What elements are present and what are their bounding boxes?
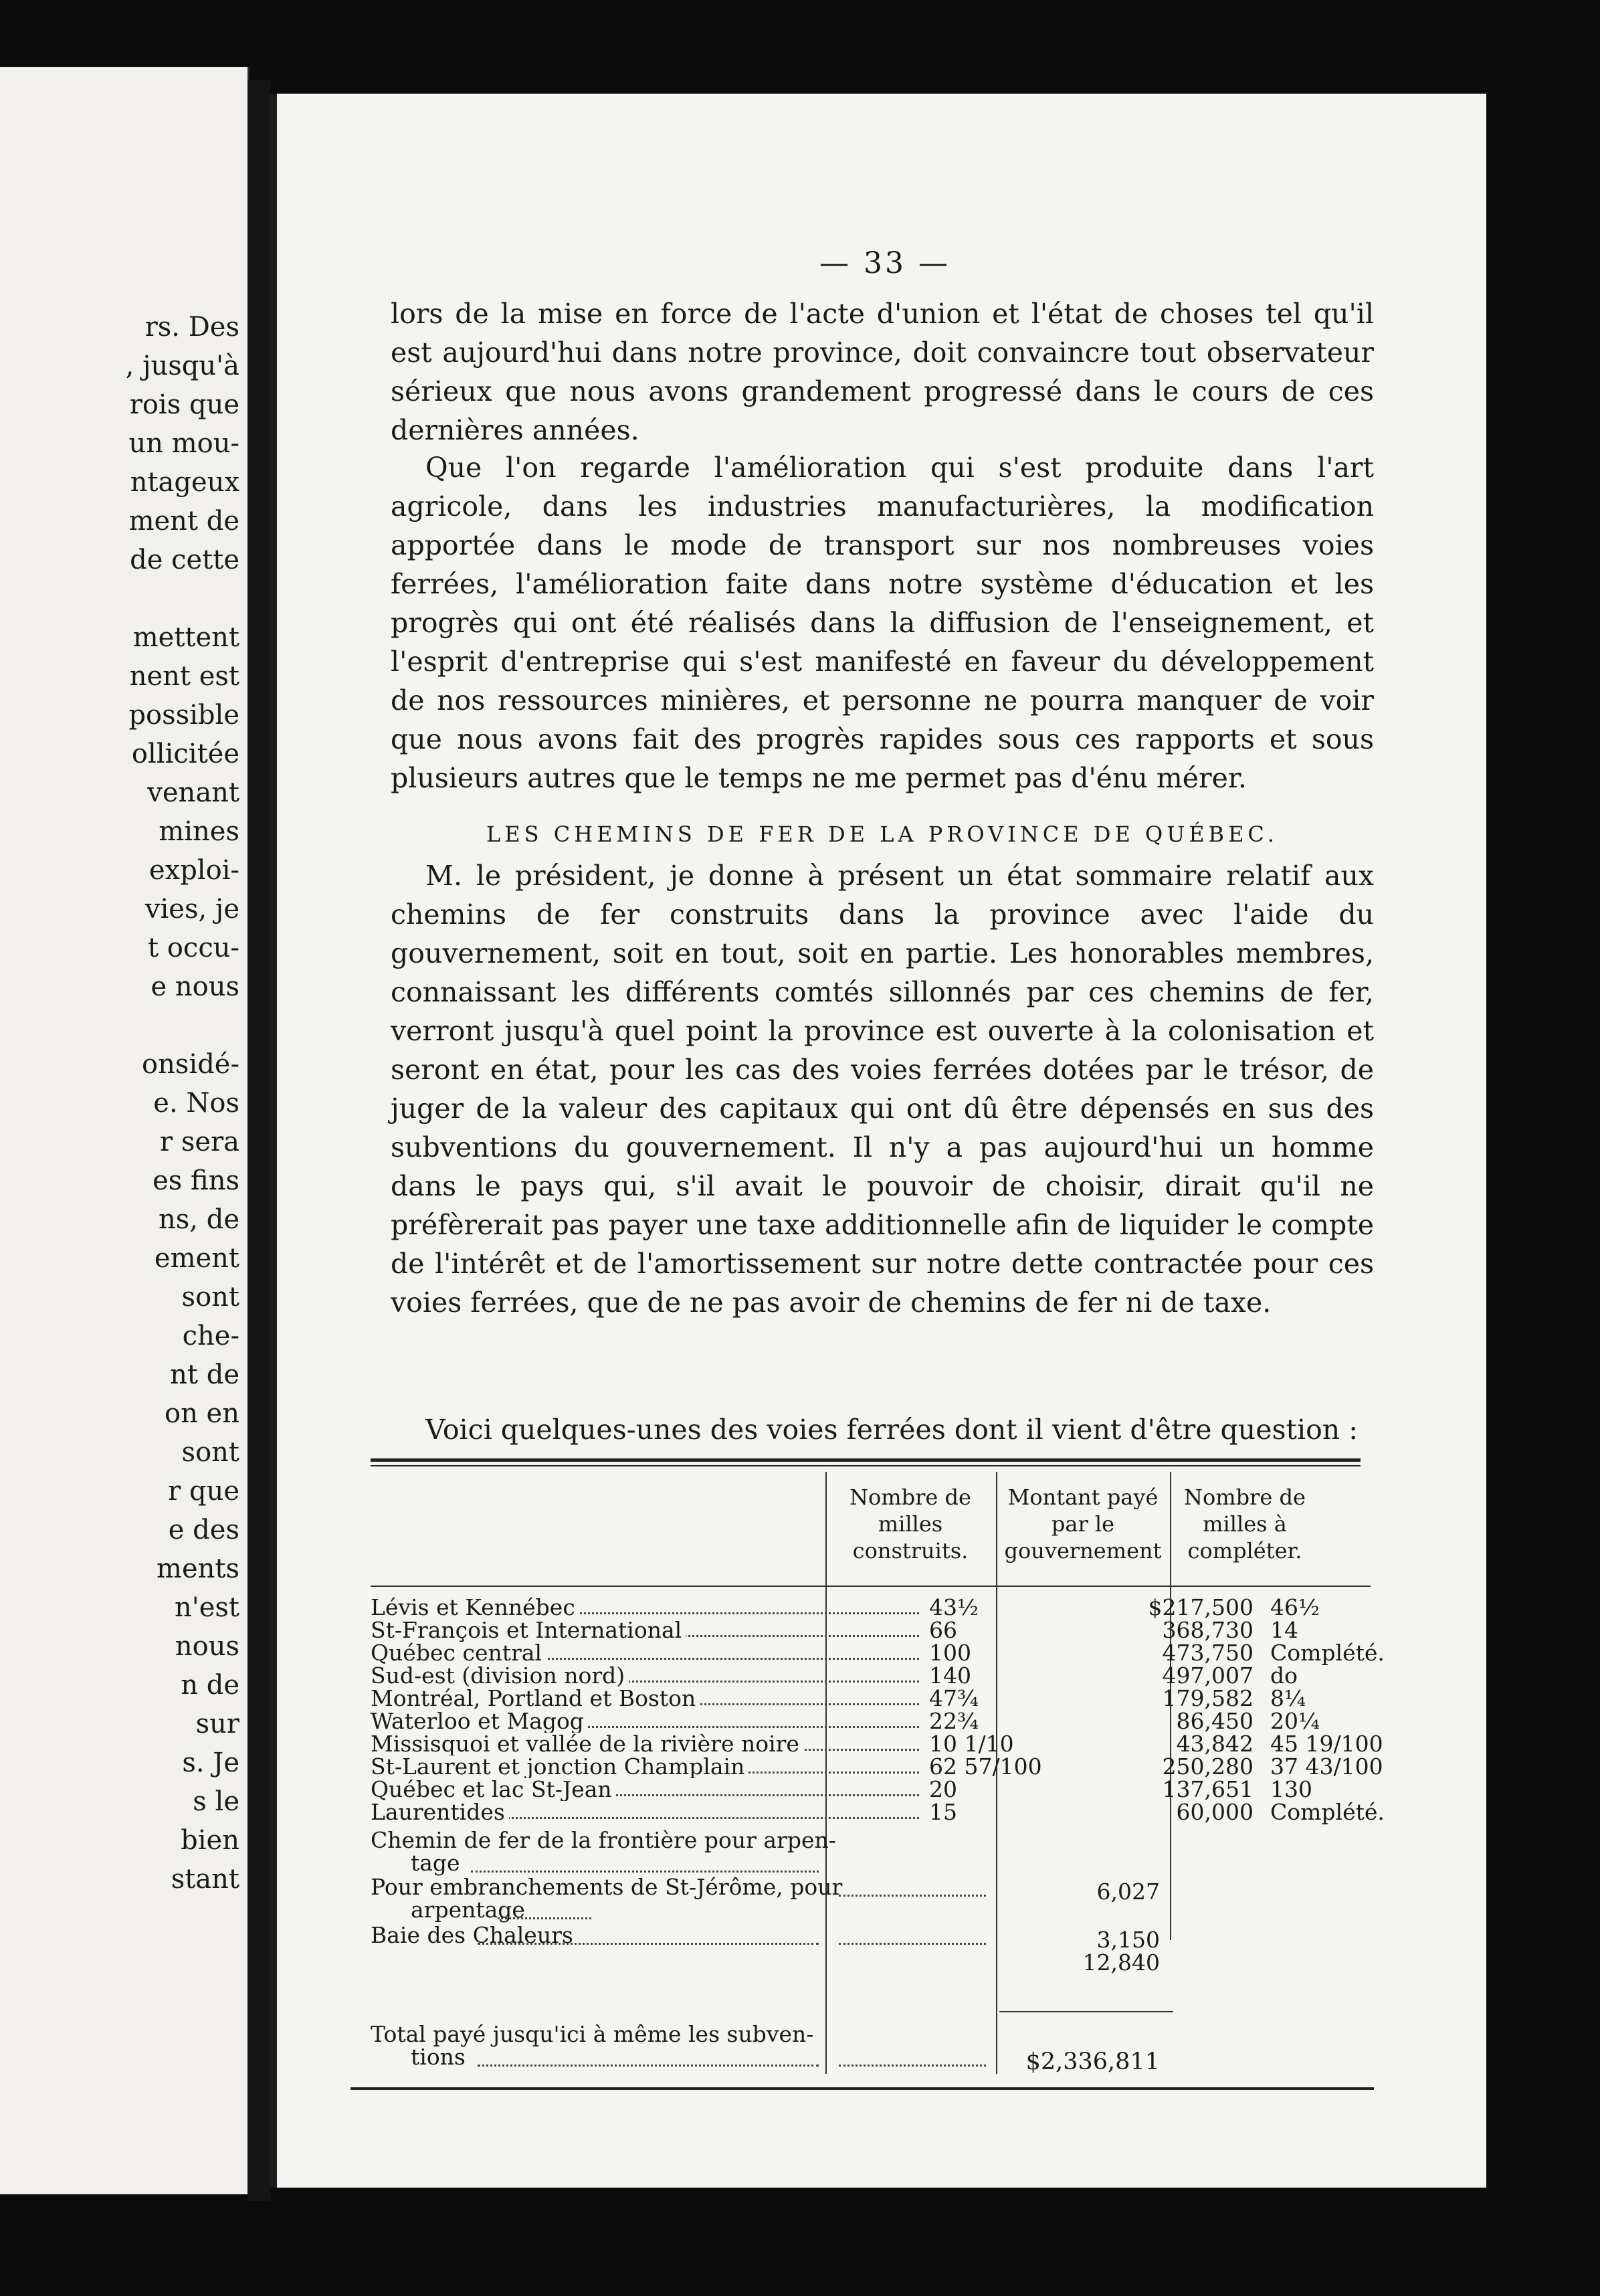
row-label <box>371 1642 919 1664</box>
table-row <box>371 1731 1383 1757</box>
left-page-fragment: n de <box>181 1670 239 1701</box>
left-page-fragment: vies, je <box>144 894 239 925</box>
header-line: gouvernement <box>1004 1538 1162 1563</box>
row-name: Montréal, Portland et Boston <box>371 1687 700 1710</box>
left-page-fragment: n'est <box>174 1592 239 1623</box>
row-name: Pour embranchements de St-Jérôme, pour <box>371 1874 843 1900</box>
header-line: Nombre de <box>1184 1485 1306 1510</box>
left-page-fragment: exploi- <box>148 855 239 886</box>
row-govt-amount: 473,750 <box>1162 1640 1254 1666</box>
row-miles-remaining: Complété. <box>1270 1640 1385 1666</box>
left-page-fragment: on en <box>165 1398 239 1429</box>
row-name: arpentage <box>411 1897 525 1923</box>
row-label <box>371 1619 919 1642</box>
left-page-fragment: bien <box>181 1825 239 1856</box>
left-page-fragment: rs. Des <box>144 312 239 343</box>
paragraph-1-text: lors de la mise en force de l'acte d'union et l'état de choses tel qu'il est aujourd'hui dans notre province, doit convaincre tout observateur sérieux que nous avons grandement progressé dans le cours de ces dernières années. <box>391 298 1374 446</box>
paragraph-1 <box>391 294 1374 450</box>
row-label <box>371 1596 919 1619</box>
row-label <box>371 1778 919 1801</box>
left-page-fragment: sur <box>195 1709 239 1739</box>
document-page <box>270 94 1486 2188</box>
row-miles-built: 100 <box>929 1640 971 1666</box>
row-name: Laurentides <box>371 1801 509 1824</box>
row-name: Baie des Chaleurs <box>371 1922 573 1948</box>
dot-leader <box>471 1871 819 1873</box>
row-name: tage <box>411 1850 460 1876</box>
total-rule <box>999 2011 1173 2012</box>
left-page-fragment: mettent <box>132 622 239 653</box>
left-page-fragment: nous <box>175 1631 239 1662</box>
left-page-fragment: onsidé- <box>142 1049 239 1080</box>
dot-leader <box>839 1895 986 1897</box>
left-page-fragment: de cette <box>130 545 239 575</box>
left-page-fragment: ntageux <box>130 467 239 498</box>
left-page-fragment: possible <box>128 700 239 731</box>
left-page-fragment: s le <box>193 1786 239 1817</box>
header-govt-amount <box>997 1484 1169 1564</box>
header-line: milles à <box>1203 1511 1287 1537</box>
dot-leader <box>478 2065 819 2067</box>
table-row <box>371 1596 1374 1619</box>
chaleurs-amount-1: 3,150 <box>1096 1927 1160 1953</box>
left-page-fragment: ollicitée <box>131 739 239 769</box>
left-page-fragment: stant <box>171 1864 239 1895</box>
left-page-fragment: r que <box>168 1476 239 1507</box>
row-name: Québec central <box>371 1642 546 1664</box>
table-top-rule <box>371 1458 1361 1462</box>
left-page-fragment: sont <box>181 1437 239 1468</box>
table-row <box>371 1753 1383 1780</box>
row-name: St-François et International <box>371 1619 686 1642</box>
row-stjerome <box>371 1876 919 1899</box>
row-miles-built: 10 1/10 <box>929 1731 1014 1757</box>
table-header-rule <box>371 1586 1371 1587</box>
header-miles-built <box>827 1484 994 1564</box>
left-page-fragment: che- <box>182 1321 239 1351</box>
left-page-fragment: un mou- <box>128 428 239 459</box>
left-page-fragment: nt de <box>170 1359 239 1390</box>
row-label <box>371 1733 919 1755</box>
left-page-fragment: e. Nos <box>153 1088 239 1119</box>
table-row <box>371 1640 1385 1666</box>
row-name: Missisquoi et vallée de la rivière noire <box>371 1733 803 1755</box>
row-label <box>371 1664 919 1687</box>
dot-leader <box>839 1943 986 1945</box>
table-bottom-rule <box>351 2087 1374 2090</box>
previous-page-strip <box>0 67 249 2194</box>
table-row <box>371 1664 1374 1687</box>
row-miles-built: 20 <box>929 1776 957 1802</box>
row-name: Sud-est (division nord) <box>371 1664 629 1687</box>
row-stjerome-cont <box>371 1899 919 1921</box>
dot-leader <box>839 2065 986 2067</box>
table-row <box>371 1778 1374 1801</box>
row-govt-amount: 368,730 <box>1162 1617 1254 1643</box>
table-row <box>371 1687 1374 1710</box>
row-label <box>371 1801 919 1824</box>
left-page-fragment: ns, de <box>159 1204 239 1235</box>
paragraph-2-text: Que l'on regarde l'amélioration qui s'est produite dans l'art agricole, dans les industries manufacturières, la modification apportée dans le mode de transport sur nos nombreuses voies ferrées, l'amélioration faite dans notre système d'éducation et les progrès qui ont été réalisés dans la diffusion de l'enseignement, et l'esprit d'entreprise qui s'est manifesté en faveur du développement de nos ressources minières, et personne ne pourra manquer de voir que nous avons fait des progrès rapides sous ces rapports et sous plusieurs autres que le temps ne me permet pas d'énu mérer. <box>391 452 1374 794</box>
dot-leader <box>498 1917 591 1919</box>
row-name: Waterloo et Magog <box>371 1710 588 1733</box>
row-miles-built: 22¾ <box>929 1708 979 1734</box>
row-miles-remaining: 45 19/100 <box>1270 1731 1383 1757</box>
row-govt-amount: 497,007 <box>1162 1662 1254 1689</box>
row-name: Chemin de fer de la frontière pour arpen- <box>371 1827 836 1853</box>
row-miles-remaining: 8¼ <box>1270 1685 1306 1711</box>
left-page-fragment: es fins <box>153 1165 239 1196</box>
left-page-fragment: venant <box>147 777 239 808</box>
row-govt-amount: 137,651 <box>1162 1776 1254 1802</box>
row-govt-amount: $217,500 <box>1148 1594 1254 1620</box>
total-amount: $2,336,811 <box>1025 2048 1160 2075</box>
stjerome-amount: 6,027 <box>1096 1879 1160 1905</box>
row-name: Total payé jusqu'ici à même les subven- <box>371 2021 814 2047</box>
table-row <box>371 1710 1374 1733</box>
background-edge <box>1486 107 1600 2181</box>
section-heading: LES CHEMINS DE FER DE LA PROVINCE DE QUÉBEC. <box>486 822 1278 847</box>
left-page-fragment: ments <box>157 1553 239 1584</box>
page-number: — 33 — <box>819 246 951 280</box>
row-govt-amount: 60,000 <box>1176 1799 1254 1825</box>
book-gutter <box>247 80 270 2201</box>
row-miles-built: 43½ <box>929 1594 979 1620</box>
table-row <box>371 1619 1374 1642</box>
row-govt-amount: 250,280 <box>1162 1753 1254 1780</box>
left-page-fragment: rois que <box>129 389 239 420</box>
row-miles-built: 62 57/100 <box>929 1753 1042 1780</box>
left-page-fragment: s. Je <box>182 1747 239 1778</box>
row-govt-amount: 179,582 <box>1162 1685 1254 1711</box>
header-line: construits. <box>852 1538 969 1563</box>
paragraph-3 <box>391 856 1374 1322</box>
row-miles-built: 47¾ <box>929 1685 979 1711</box>
left-page-fragment: e nous <box>151 971 239 1002</box>
left-page-fragment: e des <box>168 1515 239 1545</box>
header-miles-remaining <box>1171 1484 1318 1564</box>
row-name: Québec et lac St-Jean <box>371 1778 616 1801</box>
chaleurs-amount-2: 12,840 <box>1082 1949 1160 1976</box>
header-line: milles <box>878 1511 943 1537</box>
header-line: compléter. <box>1187 1538 1302 1563</box>
table-top-rule-thin <box>371 1465 1361 1466</box>
row-miles-remaining: 14 <box>1270 1617 1298 1643</box>
dot-leader <box>478 1943 819 1945</box>
row-name: Lévis et Kennébec <box>371 1596 579 1619</box>
row-name: tions <box>411 2044 466 2070</box>
row-miles-built: 140 <box>929 1662 971 1689</box>
left-page-fragment: sont <box>181 1282 239 1313</box>
paragraph-2 <box>391 448 1374 797</box>
row-total <box>371 2023 919 2046</box>
row-miles-remaining: 46½ <box>1270 1594 1320 1620</box>
header-line: par le <box>1051 1511 1115 1537</box>
row-label <box>371 1755 919 1778</box>
row-miles-built: 66 <box>929 1617 957 1643</box>
row-label <box>371 1687 919 1710</box>
row-miles-built: 15 <box>929 1799 957 1825</box>
left-page-fragment: t occu- <box>148 933 239 963</box>
left-page-fragment: ement <box>154 1243 239 1274</box>
table-row <box>371 1799 1385 1825</box>
row-miles-remaining: do <box>1270 1662 1298 1689</box>
paragraph-3-text: M. le président, je donne à présent un état sommaire relatif aux chemins de fer construits dans la province avec l'aide du gouvernement, soit en tout, soit en partie. Les honorables membres, connaissant les différents comtés sillonnés par ces chemins de fer, verront jusqu'à quel point la province est ouverte à la colonisation et seront en état, pour les cas des voies ferrées dotées par le trésor, de juger de la valeur des capitaux qui ont dû être dépensés en sus des subventions du gouvernement. Il n'y a pas aujourd'hui un homme dans le pays qui, s'il avait le pouvoir de choisir, dirait qu'il ne préfèrerait pas payer une taxe additionnelle afin de liquider le compte de l'intérêt et de l'amortissement sur notre dette contractée pour ces voies ferrées, que de ne pas avoir de chemins de fer ni de taxe. <box>391 860 1374 1319</box>
paragraph-4-text: Voici quelques-unes des voies ferrées dont il vient d'être question : <box>425 1414 1359 1446</box>
row-miles-remaining: 130 <box>1270 1776 1312 1802</box>
left-page-fragment: ment de <box>128 506 239 537</box>
row-miles-remaining: Complété. <box>1270 1799 1385 1825</box>
left-page-fragment: nent est <box>129 661 239 692</box>
header-line: Nombre de <box>849 1485 971 1510</box>
row-miles-remaining: 20¼ <box>1270 1708 1320 1734</box>
row-govt-amount: 43,842 <box>1176 1731 1254 1757</box>
row-name: St-Laurent et jonction Champlain <box>371 1755 748 1778</box>
paragraph-4 <box>391 1410 1374 1449</box>
row-frontier <box>371 1829 919 1852</box>
row-miles-remaining: 37 43/100 <box>1270 1753 1383 1780</box>
row-govt-amount: 86,450 <box>1176 1708 1254 1734</box>
header-line: Montant payé <box>1007 1485 1159 1510</box>
row-label <box>371 1710 919 1733</box>
left-page-fragment: , jusqu'à <box>125 351 239 381</box>
left-page-fragment: r sera <box>159 1127 239 1157</box>
left-page-fragment: mines <box>159 816 239 847</box>
